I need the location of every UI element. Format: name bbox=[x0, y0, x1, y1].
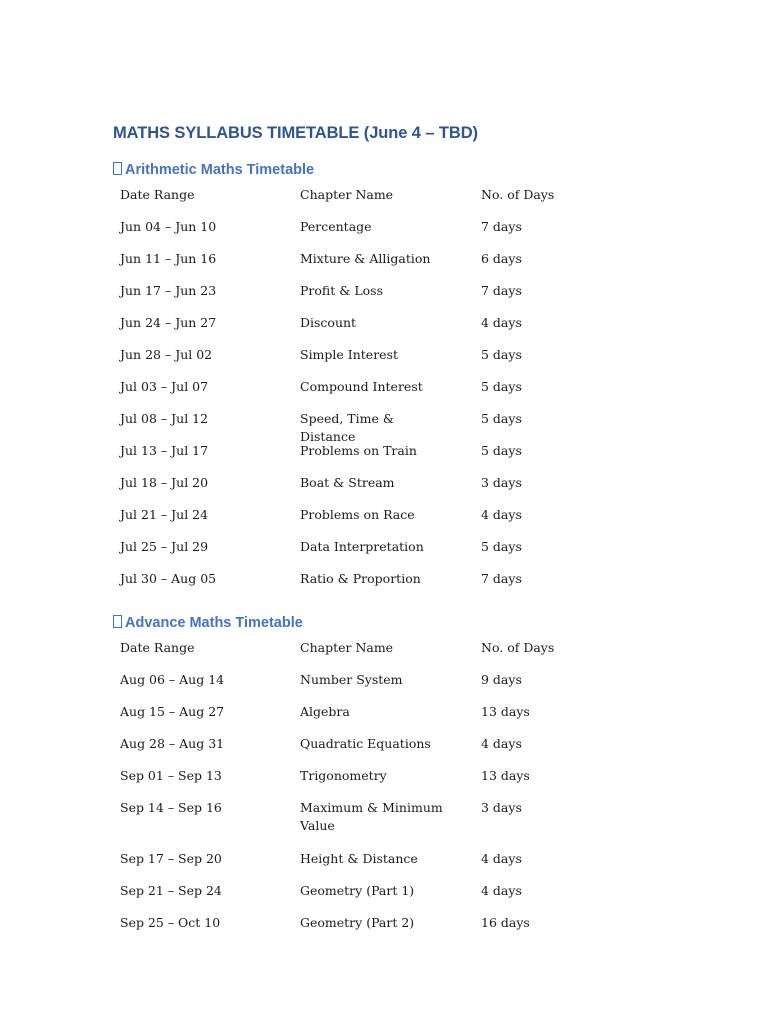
date-range-cell: Sep 25 – Oct 10 bbox=[120, 915, 221, 930]
days-cell: 4 days bbox=[481, 507, 522, 522]
section-heading-advance bbox=[113, 615, 303, 631]
table-row bbox=[113, 314, 613, 346]
column-header-no-of-days: No. of Days bbox=[481, 640, 555, 655]
date-range-cell: Jul 25 – Jul 29 bbox=[120, 539, 209, 554]
chapter-name-cell: Compound Interest bbox=[300, 379, 423, 394]
days-cell: 6 days bbox=[481, 251, 522, 266]
chapter-name-cell: Problems on Race bbox=[300, 507, 415, 522]
chapter-name-cell: Algebra bbox=[300, 704, 350, 719]
date-range-cell: Jul 21 – Jul 24 bbox=[120, 507, 209, 522]
table-row bbox=[113, 346, 613, 378]
table-row bbox=[113, 506, 613, 538]
date-range-cell: Jun 11 – Jun 16 bbox=[120, 251, 217, 266]
table-row bbox=[113, 850, 613, 882]
date-range-cell: Jun 28 – Jul 02 bbox=[120, 347, 213, 362]
table-row bbox=[113, 735, 613, 767]
days-cell: 3 days bbox=[481, 800, 522, 815]
section-heading-label: Arithmetic Maths Timetable bbox=[125, 162, 315, 178]
column-header-chapter-name: Chapter Name bbox=[300, 187, 394, 202]
chapter-name-cell: Problems on Train bbox=[300, 443, 417, 458]
chapter-name-cell: Trigonometry bbox=[300, 768, 387, 783]
chapter-name-cell: Maximum & Minimum Value bbox=[300, 800, 443, 833]
chapter-name-cell: Boat & Stream bbox=[300, 475, 395, 490]
section-heading-arithmetic bbox=[113, 162, 314, 178]
date-range-cell: Sep 14 – Sep 16 bbox=[120, 800, 222, 815]
column-header-no-of-days: No. of Days bbox=[481, 187, 555, 202]
chapter-name-cell: Geometry (Part 2) bbox=[300, 915, 415, 930]
days-cell: 3 days bbox=[481, 475, 522, 490]
table-row bbox=[113, 410, 613, 442]
days-cell: 13 days bbox=[481, 768, 530, 783]
page-title: MATHS SYLLABUS TIMETABLE (June 4 – TBD) bbox=[113, 124, 478, 142]
table-row bbox=[113, 671, 613, 703]
table-row bbox=[113, 378, 613, 410]
date-range-cell: Sep 17 – Sep 20 bbox=[120, 851, 222, 866]
days-cell: 7 days bbox=[481, 219, 522, 234]
date-range-cell: Jul 18 – Jul 20 bbox=[120, 475, 209, 490]
days-cell: 4 days bbox=[481, 883, 522, 898]
chapter-name-cell: Geometry (Part 1) bbox=[300, 883, 415, 898]
days-cell: 5 days bbox=[481, 411, 522, 426]
days-cell: 4 days bbox=[481, 315, 522, 330]
table-row bbox=[113, 570, 613, 602]
date-range-cell: Jun 04 – Jun 10 bbox=[120, 219, 217, 234]
date-range-cell: Jul 03 – Jul 07 bbox=[120, 379, 209, 394]
date-range-cell: Sep 01 – Sep 13 bbox=[120, 768, 222, 783]
chapter-name-cell: Speed, Time & Distance bbox=[300, 411, 394, 444]
table-header-row bbox=[113, 186, 613, 218]
table-row bbox=[113, 882, 613, 914]
chapter-name-cell: Discount bbox=[300, 315, 357, 330]
days-cell: 16 days bbox=[481, 915, 530, 930]
table-row bbox=[113, 799, 613, 850]
column-header-chapter-name: Chapter Name bbox=[300, 640, 394, 655]
date-range-cell: Jul 13 – Jul 17 bbox=[120, 443, 209, 458]
date-range-cell: Aug 28 – Aug 31 bbox=[120, 736, 225, 751]
date-range-cell: Jun 24 – Jun 27 bbox=[120, 315, 217, 330]
chapter-name-cell: Ratio & Proportion bbox=[300, 571, 421, 586]
days-cell: 5 days bbox=[481, 443, 522, 458]
column-header-date-range: Date Range bbox=[120, 640, 195, 655]
date-range-cell: Sep 21 – Sep 24 bbox=[120, 883, 222, 898]
section-heading-label: Advance Maths Timetable bbox=[125, 615, 303, 631]
chapter-name-cell: Simple Interest bbox=[300, 347, 399, 362]
chapter-name-cell: Height & Distance bbox=[300, 851, 418, 866]
table-row bbox=[113, 474, 613, 506]
chapter-name-cell: Profit & Loss bbox=[300, 283, 384, 298]
table-row bbox=[113, 914, 613, 946]
table-row bbox=[113, 767, 613, 799]
days-cell: 7 days bbox=[481, 571, 522, 586]
column-header-date-range: Date Range bbox=[120, 187, 195, 202]
chapter-name-cell: Data Interpretation bbox=[300, 539, 424, 554]
table-row bbox=[113, 538, 613, 570]
days-cell: 9 days bbox=[481, 672, 522, 687]
table-row bbox=[113, 250, 613, 282]
days-cell: 5 days bbox=[481, 347, 522, 362]
days-cell: 7 days bbox=[481, 283, 522, 298]
date-range-cell: Jun 17 – Jun 23 bbox=[120, 283, 217, 298]
days-cell: 13 days bbox=[481, 704, 530, 719]
days-cell: 4 days bbox=[481, 736, 522, 751]
days-cell: 5 days bbox=[481, 379, 522, 394]
chapter-name-cell: Mixture & Alligation bbox=[300, 251, 431, 266]
days-cell: 4 days bbox=[481, 851, 522, 866]
table-row bbox=[113, 282, 613, 314]
table-header-row bbox=[113, 639, 613, 671]
missing-glyph-icon bbox=[113, 615, 122, 628]
table-row bbox=[113, 218, 613, 250]
table-row bbox=[113, 442, 613, 474]
missing-glyph-icon bbox=[113, 162, 122, 175]
chapter-name-cell: Number System bbox=[300, 672, 403, 687]
chapter-name-cell: Quadratic Equations bbox=[300, 736, 431, 751]
date-range-cell: Aug 15 – Aug 27 bbox=[120, 704, 225, 719]
date-range-cell: Aug 06 – Aug 14 bbox=[120, 672, 225, 687]
arithmetic-timetable bbox=[113, 186, 613, 602]
advance-timetable bbox=[113, 639, 613, 946]
date-range-cell: Jul 30 – Aug 05 bbox=[120, 571, 217, 586]
table-row bbox=[113, 703, 613, 735]
chapter-name-cell: Percentage bbox=[300, 219, 372, 234]
date-range-cell: Jul 08 – Jul 12 bbox=[120, 411, 209, 426]
days-cell: 5 days bbox=[481, 539, 522, 554]
